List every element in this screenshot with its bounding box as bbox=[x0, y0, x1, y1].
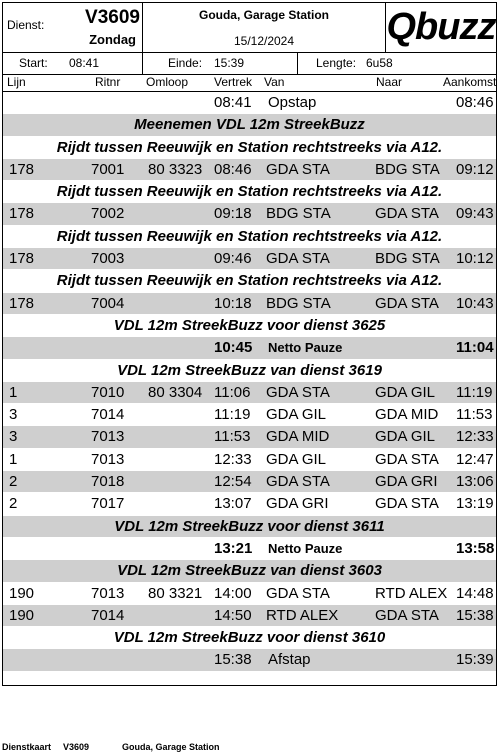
section-title: VDL 12m StreekBuzz van dienst 3619 bbox=[117, 361, 382, 379]
cell-ritnr: 7013 bbox=[91, 584, 125, 602]
section-title-row bbox=[3, 315, 496, 337]
trip-row bbox=[3, 426, 496, 448]
cell-lijn: 3 bbox=[9, 428, 18, 446]
cell-naar: GDA STA bbox=[375, 450, 439, 468]
section-title: Rijdt tussen Reeuwijk en Station rechtstreeks via A12. bbox=[56, 138, 443, 156]
cell-vertrek: 08:41 bbox=[214, 94, 252, 111]
section-title: Rijdt tussen Reeuwijk en Station rechtstreeks via A12. bbox=[56, 183, 443, 201]
col-lijn: Lijn bbox=[7, 75, 26, 89]
length-cell bbox=[298, 53, 496, 74]
section-title: VDL 12m StreekBuzz voor dienst 3610 bbox=[113, 629, 386, 647]
cell-vertrek: 09:46 bbox=[214, 250, 252, 268]
cell-ritnr: 7013 bbox=[91, 450, 125, 468]
section-title-row bbox=[3, 181, 496, 203]
event-row bbox=[3, 649, 496, 671]
cell-naar: BDG STA bbox=[375, 160, 440, 178]
cell-vertrek: 11:53 bbox=[214, 428, 251, 446]
cell-van: RTD ALEX bbox=[266, 606, 339, 624]
cell-van: GDA STA bbox=[266, 473, 330, 491]
col-omloop: Omloop bbox=[146, 75, 189, 89]
cell-aankomst: 09:43 bbox=[456, 205, 494, 223]
trip-row bbox=[3, 471, 496, 493]
cell-event-label: Netto Pauze bbox=[268, 340, 343, 356]
duty-card bbox=[2, 2, 497, 686]
cell-van: GDA GIL bbox=[266, 406, 327, 424]
lengte-label: Lengte: bbox=[316, 56, 357, 70]
footer-kaart: Dienstkaart bbox=[2, 742, 52, 752]
cell-vertrek: 12:54 bbox=[214, 473, 252, 491]
cell-aankomst: 14:48 bbox=[456, 584, 494, 602]
section-title: Rijdt tussen Reeuwijk en Station rechtstreeks via A12. bbox=[56, 227, 443, 245]
cell-van: GDA STA bbox=[266, 250, 330, 268]
location: Gouda, Garage Station bbox=[198, 8, 330, 22]
cell-omloop: 80 3323 bbox=[148, 160, 203, 178]
cell-naar: RTD ALEX bbox=[375, 584, 448, 602]
cell-vertrek: 13:21 bbox=[214, 539, 253, 557]
event-row bbox=[3, 92, 496, 114]
einde-label: Einde: bbox=[168, 56, 203, 70]
trip-row bbox=[3, 449, 496, 471]
cell-van: GDA GRI bbox=[266, 495, 329, 513]
cell-lijn: 190 bbox=[9, 584, 35, 602]
cell-lijn: 3 bbox=[9, 406, 18, 424]
cell-event-label: Opstap bbox=[268, 94, 317, 111]
dienst-label: Dienst: bbox=[7, 18, 45, 32]
section-title: VDL 12m StreekBuzz voor dienst 3611 bbox=[114, 517, 385, 535]
trip-row bbox=[3, 159, 496, 181]
cell-ritnr: 7017 bbox=[91, 495, 125, 513]
section-title: Meenemen VDL 12m StreekBuzz bbox=[134, 116, 365, 134]
cell-naar: GDA GRI bbox=[375, 473, 438, 491]
trip-row bbox=[3, 583, 496, 605]
footer-dienst: V3609 bbox=[63, 742, 90, 752]
trip-row bbox=[3, 382, 496, 404]
cell-van: BDG STA bbox=[266, 294, 331, 312]
cell-vertrek: 14:00 bbox=[214, 584, 252, 602]
cell-van: BDG STA bbox=[266, 205, 331, 223]
cell-aankomst: 13:19 bbox=[456, 495, 494, 513]
trip-row bbox=[3, 404, 496, 426]
cell-ritnr: 7003 bbox=[91, 250, 125, 268]
end-time: 15:39 bbox=[214, 56, 245, 70]
cell-naar: GDA STA bbox=[375, 606, 439, 624]
column-header-row bbox=[3, 75, 496, 92]
day-label: Zondag bbox=[89, 32, 136, 47]
col-aankomst: Aankomst bbox=[443, 75, 497, 89]
duty-rows bbox=[3, 92, 496, 672]
cell-vertrek: 11:06 bbox=[214, 383, 251, 401]
section-title-row bbox=[3, 226, 496, 248]
start-time: 08:41 bbox=[69, 56, 100, 70]
logo-cell bbox=[386, 3, 496, 52]
cell-ritnr: 7002 bbox=[91, 205, 125, 223]
section-title-row bbox=[3, 270, 496, 292]
cell-omloop: 80 3304 bbox=[148, 383, 203, 401]
cell-lijn: 178 bbox=[9, 294, 35, 312]
pause-row bbox=[3, 538, 496, 560]
location-cell bbox=[143, 3, 386, 52]
cell-ritnr: 7010 bbox=[91, 383, 125, 401]
cell-naar: GDA GIL bbox=[375, 383, 436, 401]
date: 15/12/2024 bbox=[233, 34, 295, 48]
cell-naar: GDA STA bbox=[375, 294, 439, 312]
cell-aankomst: 11:19 bbox=[456, 383, 493, 401]
section-title: VDL 12m StreekBuzz van dienst 3603 bbox=[117, 562, 382, 580]
cell-lijn: 1 bbox=[9, 450, 18, 468]
cell-vertrek: 15:38 bbox=[214, 651, 252, 669]
cell-vertrek: 11:19 bbox=[214, 406, 251, 424]
trip-row bbox=[3, 203, 496, 225]
cell-aankomst: 10:12 bbox=[456, 250, 494, 268]
col-ritnr: Ritnr bbox=[95, 75, 121, 89]
cell-vertrek: 10:45 bbox=[214, 339, 253, 357]
section-title: VDL 12m StreekBuzz voor dienst 3625 bbox=[113, 316, 386, 334]
cell-aankomst: 15:38 bbox=[456, 606, 494, 624]
cell-vertrek: 13:07 bbox=[214, 495, 252, 513]
cell-vertrek: 12:33 bbox=[214, 450, 252, 468]
cell-naar: GDA MID bbox=[375, 406, 439, 424]
section-title-row bbox=[3, 516, 496, 538]
dienst-number: V3609 bbox=[85, 7, 140, 28]
pause-row bbox=[3, 337, 496, 359]
trip-row bbox=[3, 248, 496, 270]
col-vertrek: Vertrek bbox=[214, 75, 253, 89]
cell-van: GDA STA bbox=[266, 584, 330, 602]
col-naar: Naar bbox=[376, 75, 403, 89]
cell-van: GDA MID bbox=[266, 428, 330, 446]
end-cell bbox=[143, 53, 298, 74]
cell-lijn: 2 bbox=[9, 495, 18, 513]
cell-aankomst: 11:04 bbox=[456, 339, 494, 357]
start-cell bbox=[3, 53, 143, 74]
col-van: Van bbox=[264, 75, 285, 89]
cell-lijn: 178 bbox=[9, 250, 35, 268]
section-title-row bbox=[3, 114, 496, 136]
cell-aankomst: 08:46 bbox=[456, 94, 494, 111]
cell-aankomst: 09:12 bbox=[456, 160, 494, 178]
cell-van: GDA STA bbox=[266, 160, 330, 178]
cell-naar: GDA STA bbox=[375, 495, 439, 513]
section-title-row bbox=[3, 560, 496, 582]
cell-naar: BDG STA bbox=[375, 250, 440, 268]
duty-length: 6u58 bbox=[366, 56, 393, 70]
cell-vertrek: 08:46 bbox=[214, 160, 252, 178]
trip-row bbox=[3, 605, 496, 627]
cell-vertrek: 09:18 bbox=[214, 205, 252, 223]
cell-ritnr: 7004 bbox=[91, 294, 125, 312]
cell-ritnr: 7014 bbox=[91, 406, 125, 424]
duty-cell bbox=[3, 3, 143, 52]
cell-aankomst: 13:06 bbox=[456, 473, 494, 491]
cell-vertrek: 10:18 bbox=[214, 294, 252, 312]
cell-aankomst: 13:58 bbox=[456, 539, 495, 557]
cell-omloop: 80 3321 bbox=[148, 584, 203, 602]
trip-row bbox=[3, 293, 496, 315]
footer-locatie: Gouda, Garage Station bbox=[122, 742, 220, 752]
times-bar bbox=[3, 53, 496, 75]
section-title: Rijdt tussen Reeuwijk en Station rechtstreeks via A12. bbox=[56, 272, 443, 290]
cell-lijn: 178 bbox=[9, 160, 35, 178]
cell-lijn: 2 bbox=[9, 473, 18, 491]
cell-aankomst: 15:39 bbox=[456, 651, 494, 669]
qbuzz-logo: Qbuzz bbox=[386, 6, 496, 48]
cell-aankomst: 12:47 bbox=[456, 450, 494, 468]
cell-van: GDA GIL bbox=[266, 450, 327, 468]
cell-van: GDA STA bbox=[266, 383, 330, 401]
cell-ritnr: 7014 bbox=[91, 606, 125, 624]
section-title-row bbox=[3, 627, 496, 649]
cell-aankomst: 12:33 bbox=[456, 428, 494, 446]
cell-lijn: 190 bbox=[9, 606, 35, 624]
cell-event-label: Afstap bbox=[268, 651, 311, 669]
cell-vertrek: 14:50 bbox=[214, 606, 252, 624]
cell-lijn: 1 bbox=[9, 383, 18, 401]
trip-row bbox=[3, 493, 496, 515]
cell-ritnr: 7018 bbox=[91, 473, 125, 491]
card-header bbox=[3, 3, 496, 53]
cell-lijn: 178 bbox=[9, 205, 35, 223]
cell-ritnr: 7001 bbox=[91, 160, 125, 178]
section-title-row bbox=[3, 137, 496, 159]
cell-aankomst: 11:53 bbox=[456, 406, 493, 424]
cell-naar: GDA GIL bbox=[375, 428, 436, 446]
cell-naar: GDA STA bbox=[375, 205, 439, 223]
cell-aankomst: 10:43 bbox=[456, 294, 494, 312]
start-label: Start: bbox=[19, 56, 48, 70]
section-title-row bbox=[3, 360, 496, 382]
cell-event-label: Netto Pauze bbox=[268, 540, 343, 556]
cell-ritnr: 7013 bbox=[91, 428, 125, 446]
